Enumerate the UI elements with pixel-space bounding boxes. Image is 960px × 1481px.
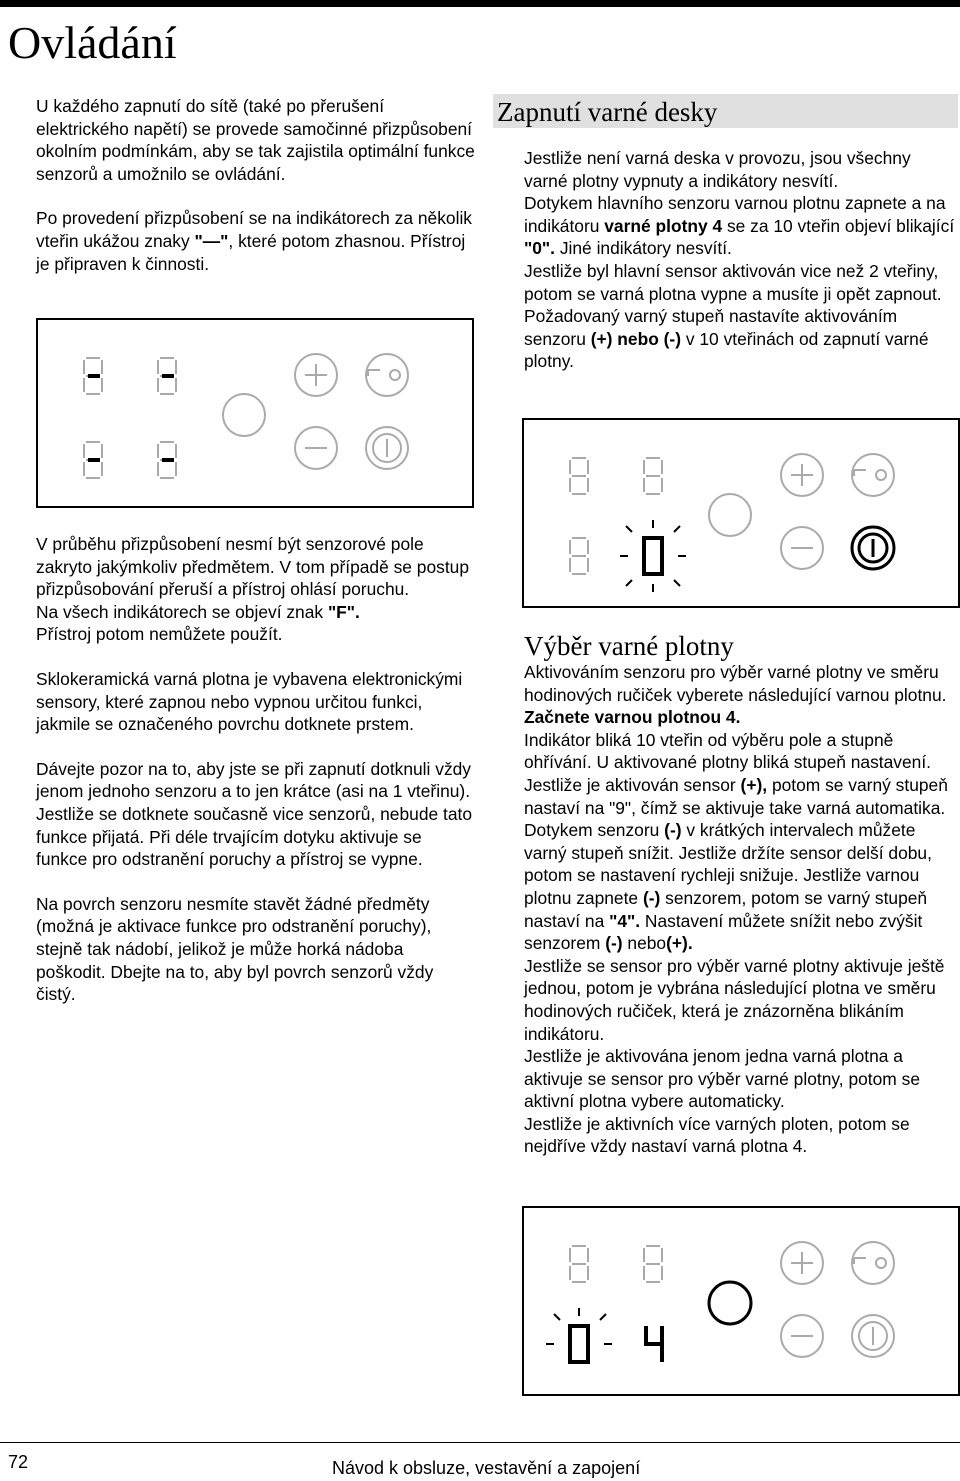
page-title: Ovládání [8, 17, 177, 68]
left-p6: Na povrch senzoru nesmíte stavět žádné předměty (možná je aktivace funkce pro odstranění poruchy), stejně tak nádobí, jelikož je může horká nádoba poškodit. Dbejte na to, aby byl povrch senzorů vždy čistý. [36, 893, 434, 1005]
dash-segment [88, 374, 100, 378]
panel-3-svg [524, 1208, 957, 1393]
dash-segment [162, 458, 174, 462]
intro-paragraph [36, 95, 476, 275]
control-panel-diagram-2 [522, 418, 960, 608]
right-s1p2: Dotykem hlavního senzoru varnou plotnu zapnete a na indikátoru varné plotny 4 se za 10 vteřin objeví blikající "0". Jiné indikátory nesvítí. [524, 193, 955, 259]
left-p5: Dávejte pozor na to, aby jste se při zapnutí dotknuli vždy jenom jednoho senzoru a to jen krátce (asi na 1 vteřinu). Jestliže se dotknete současně vice senzorů, nebude tato funkce přijatá. Při déle trvajícím dotyku aktivuje se funkce pro odstranění poruchy a přístroj se vypne. [36, 758, 473, 870]
power-icon-active [852, 527, 894, 569]
right-s2p1: Aktivováním senzoru pro výběr varné plotny ve směru hodinových ručiček vyberete následující varnou plotnu. Začnete varnou plotnou 4. Indikátor bliká 10 vteřin od výběru pole a stupně ohřívání. U aktivované plotny bliká stupeň nastavení. Jestliže je aktivován sensor (+), potom se varný stupeň nastaví na "9", čímž se aktivuje take varná automatika. Dotykem senzoru (-) v krátkých intervalech můžete varný stupeň snížit. Jestliže držíte sensor delší dobu, potom se nastavení rychleji snižuje. Jestliže varnou plotnu zapnete (-) senzorem, potom se varný stupeň nastaví na "4". Nastavení můžete snížit nebo zvýšit senzorem (-) nebo(+). [524, 662, 948, 954]
right-s1p4: Požadovaný varný stupeň nastavíte aktivováním senzoru (+) nebo (-) v 10 vteřinách od zapnutí varné plotny. [524, 306, 929, 372]
right-s2p3: Jestliže je aktivována jenom jedna varná plotna a aktivuje se sensor pro výběr varné plotny, potom se aktivní plotna vybere automaticky. [524, 1046, 920, 1112]
control-panel-diagram-1 [36, 318, 474, 508]
clockwise-selector-active [709, 1282, 751, 1324]
right-s1p3: Jestliže byl hlavní sensor aktivován vice než 2 vteřiny, potom se varná plotna vypne a musíte ji opět zapnout. [524, 260, 942, 304]
control-panel-diagram-3 [522, 1206, 960, 1396]
footer-title: Návod k obsluze, vestavění a zapojení [332, 1458, 641, 1478]
panel-2-svg [524, 420, 957, 605]
select-text [524, 661, 956, 1158]
dash-segment [88, 458, 100, 462]
left-p4: Sklokeramická varná plotna je vybavena elektronickými sensory, které zapnou nebo vypnou určitou funkci, jakmile se označeného povrchu dotknete prstem. [36, 668, 463, 735]
page-number: 72 [8, 1452, 29, 1472]
top-rule [0, 0, 960, 7]
section-heading-select: Výběr varné plotny [524, 631, 734, 661]
left-body [36, 533, 476, 1006]
key-icon [366, 354, 408, 396]
panel-1-svg [38, 320, 471, 505]
right-s2p4: Jestliže je aktivních více varných ploten, potom se nejdříve vždy nastaví varná plotna 4. [524, 1113, 910, 1157]
right-s2p2: Jestliže se sensor pro výběr varné plotny aktivuje ještě jednou, potom je vybrána následující plotna ve směru hodinových ručiček, která je znázorněna blikáním indikátoru. [524, 955, 945, 1044]
left-p3: V průběhu přizpůsobení nesmí být senzorové pole zakryto jakýmkoliv předmětem. V tom případě se postup přizpůsobování přeruší a přístroj ohlásí poruchu. Na všech indikátorech se objeví znak "F". Přístroj potom nemůžete použít. [36, 534, 470, 645]
switch-on-text [524, 147, 956, 373]
blinking-zero-display-3 [546, 1308, 612, 1362]
digit-four-display [646, 1326, 662, 1362]
section-heading-switch-on: Zapnutí varné desky [497, 97, 718, 127]
blinking-zero-display [620, 520, 686, 592]
right-s1p1: Jestliže není varná deska v provozu, jsou všechny varné plotny vypnuty a indikátory nesvítí. [524, 148, 911, 191]
clockwise-selector-icon [223, 394, 265, 436]
footer-rule [0, 1442, 960, 1443]
left-p2: Po provedení přizpůsobení se na indikátorech za několik vteřin ukážou znaky "—", které potom zhasnou. Přístroj je připraven k činnosti. [36, 208, 473, 274]
left-p1: U každého zapnutí do sítě (také po přerušení elektrického napětí) se provede samočinné přizpůsobení okolním podmínkám, aby se tak zajistila optimální funkce senzorů a umožnilo se ovládání. [36, 96, 475, 184]
dash-segment [162, 374, 174, 378]
